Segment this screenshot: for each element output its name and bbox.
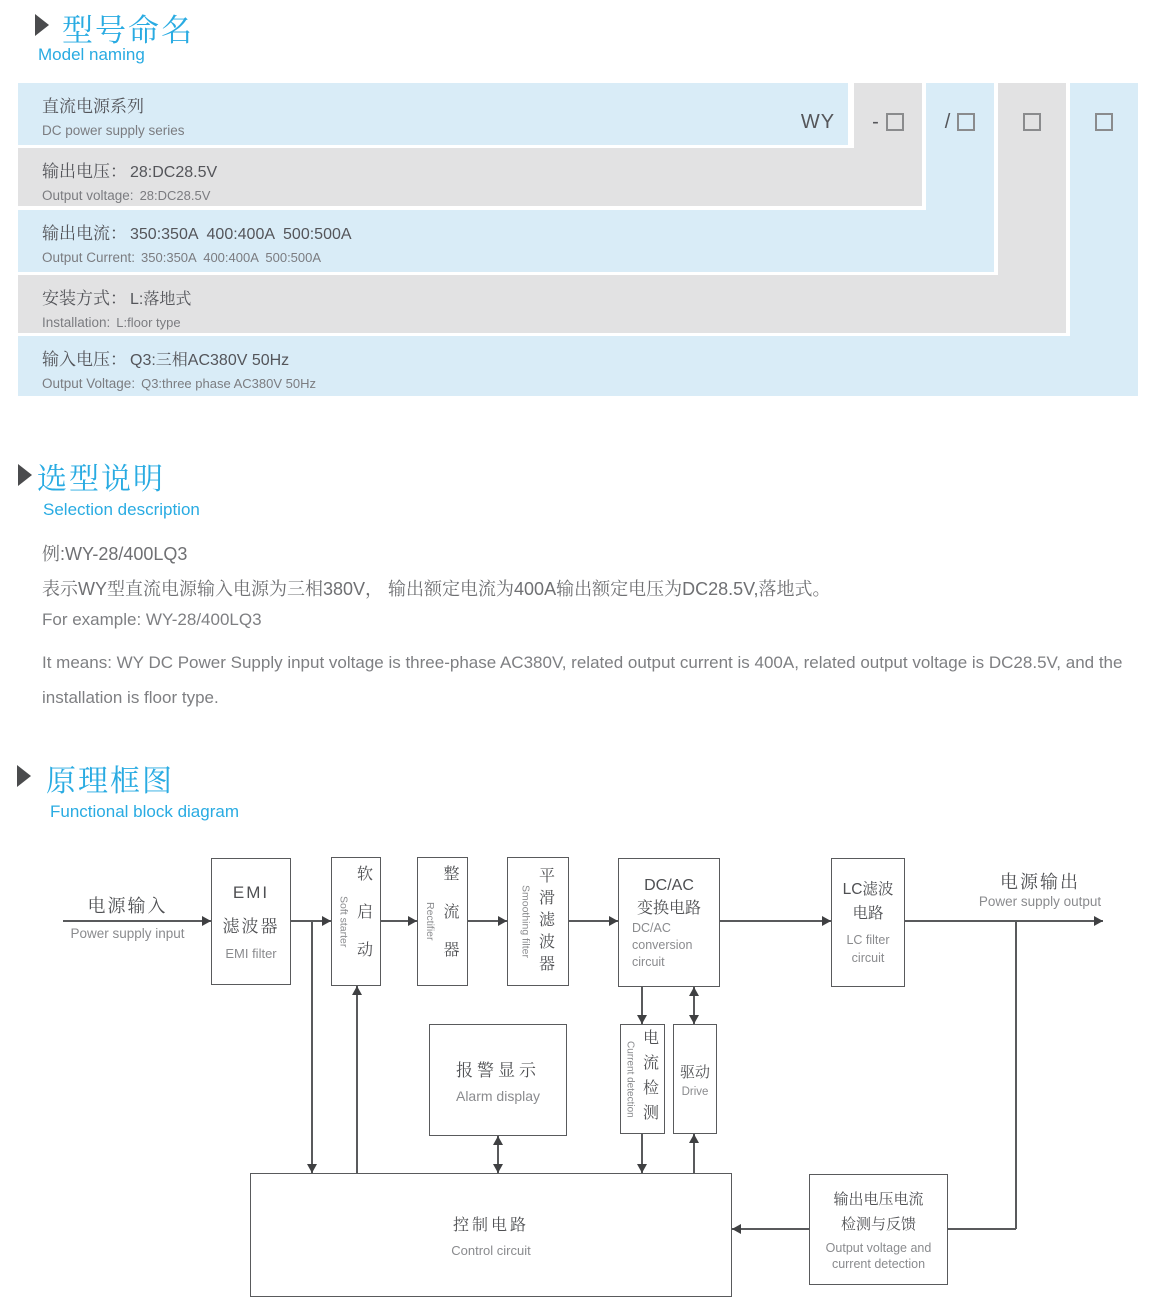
- code-cell-output-current: /: [926, 109, 994, 135]
- dcac-english-label: DC/AC conversion circuit: [632, 921, 693, 969]
- block-soft-starter: Soft starter 软启动: [331, 857, 381, 986]
- placeholder-box-icon: [1095, 113, 1113, 131]
- row-installation-en: Installation: L:floor type: [42, 315, 181, 330]
- selection-title-zh: 选型说明: [37, 463, 165, 496]
- arrowhead: [689, 1134, 699, 1143]
- row-input-voltage-en: Output Voltage: Q3:three phase AC380V 50Hz: [42, 376, 316, 391]
- power-output-label-en: Power supply output: [978, 894, 1102, 909]
- power-output-label-zh: 电源输出: [1000, 872, 1080, 892]
- arrowhead: [732, 1224, 741, 1234]
- placeholder-box-icon: [886, 113, 904, 131]
- block-lc-filter: LC滤波 电路 LC filter circuit: [831, 858, 905, 987]
- arrowhead: [408, 916, 417, 926]
- arrowhead: [307, 1164, 317, 1173]
- row-output-voltage-en: Output voltage: 28:DC28.5V: [42, 188, 211, 203]
- arrowhead: [493, 1136, 503, 1145]
- section-marker-icon: [18, 464, 32, 486]
- row-output-current-en: Output Current: 350:350A 400:400A 500:500A: [42, 250, 322, 265]
- code-cell-installation: [998, 109, 1066, 135]
- arrowhead: [322, 916, 331, 926]
- model-naming-title-en: Model naming: [38, 45, 145, 64]
- code-base: WY: [800, 110, 836, 133]
- model-naming-title-zh: 型号命名: [62, 13, 194, 48]
- arrowhead: [352, 986, 362, 995]
- arrowhead: [822, 916, 831, 926]
- block-control-circuit: 控制电路 Control circuit: [250, 1173, 732, 1297]
- arrowhead: [609, 916, 618, 926]
- section-marker-icon: [35, 14, 49, 36]
- row-input-voltage-zh: 输入电压： Q3:三相AC380V 50Hz: [42, 350, 290, 369]
- power-input-label-zh: 电源输入: [87, 896, 168, 916]
- line-control-to-softstart: [356, 986, 358, 1173]
- arrowhead: [493, 1164, 503, 1173]
- block-current-detection: Current detection 电流检测: [620, 1024, 665, 1134]
- arrowhead: [498, 916, 507, 926]
- naming-row-series: [18, 83, 848, 145]
- naming-row-output-current: [18, 210, 994, 272]
- line-output-to-feedback: [1015, 921, 1017, 1229]
- block-smoothing-filter: Smoothing filter 平滑滤波器: [507, 857, 569, 986]
- diagram-title-en: Functional block diagram: [50, 802, 239, 821]
- row-output-current-zh: 输出电流： 350:350A 400:400A 500:500A: [42, 224, 352, 243]
- line-input-to-control: [311, 921, 313, 1173]
- model-naming-table: [18, 83, 1148, 398]
- block-drive: 驱动 Drive: [673, 1024, 717, 1134]
- selection-example-zh: 例:WY-28/400LQ3: [42, 544, 188, 564]
- arrowhead: [202, 916, 211, 926]
- section-marker-icon: [17, 765, 31, 787]
- naming-row-input-voltage: [18, 336, 1138, 396]
- arrowhead: [637, 1164, 647, 1173]
- block-alarm-display: 报警显示 Alarm display: [429, 1024, 567, 1136]
- power-input-label-en: Power supply input: [70, 926, 185, 941]
- functional-block-diagram: [0, 850, 1165, 1305]
- row-installation-zh: 安装方式： L:落地式: [42, 289, 192, 308]
- selection-title-en: Selection description: [43, 500, 200, 519]
- arrowhead: [689, 1015, 699, 1024]
- selection-desc-zh: 表示WY型直流电源输入电源为三相380V， 输出额定电流为400A输出额定电压为DC28.5V,落地式。: [42, 579, 831, 599]
- code-cell-output-voltage: -: [854, 109, 922, 135]
- selection-example-en: For example: WY-28/400LQ3: [42, 610, 262, 629]
- naming-row-installation: [18, 275, 1066, 333]
- arrowhead: [689, 987, 699, 996]
- arrowhead: [637, 1015, 647, 1024]
- block-rectifier: Rectifier 整流器: [417, 857, 468, 986]
- code-cell-input-voltage: [1070, 109, 1138, 135]
- row-output-voltage-zh: 输出电压： 28:DC28.5V: [42, 162, 218, 181]
- naming-column-output-current: [926, 83, 994, 210]
- row-series-zh: 直流电源系列: [42, 97, 144, 116]
- arrowhead: [1094, 916, 1103, 926]
- naming-row-output-voltage: [18, 148, 922, 206]
- diagram-title-zh: 原理框图: [46, 765, 174, 798]
- block-emi-filter: EMI 滤波器 EMI filter: [211, 858, 291, 985]
- placeholder-box-icon: [957, 113, 975, 131]
- selection-desc-en: It means: WY DC Power Supply input voltage is three-phase AC380V, related output current is 400A, related output voltage is DC28.5V, and the installation is floor type.: [42, 653, 1123, 707]
- block-dcac-conversion: DC/AC 变换电路 DC/AC conversion circuit: [618, 858, 720, 987]
- placeholder-box-icon: [1023, 113, 1041, 131]
- row-series-en: DC power supply series: [42, 123, 185, 138]
- block-output-feedback: 输出电压电流 检测与反馈 Output voltage and current detection: [809, 1174, 948, 1285]
